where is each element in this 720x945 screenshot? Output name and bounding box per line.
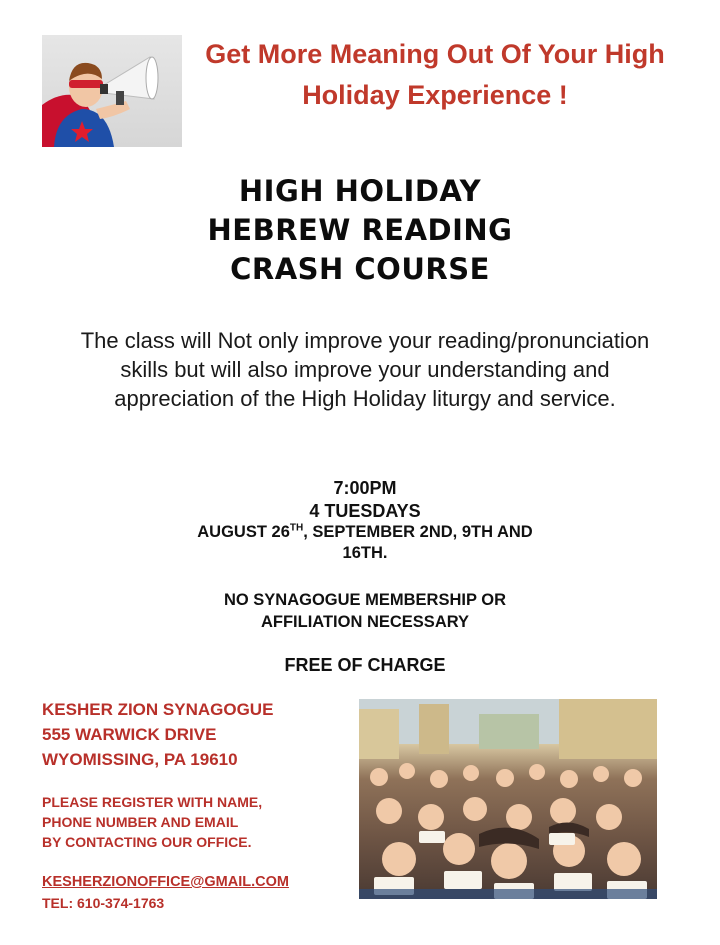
register-line-2: PHONE NUMBER AND EMAIL xyxy=(42,814,239,830)
congregation-photo xyxy=(359,699,657,899)
dates-start: AUGUST 26 xyxy=(197,523,290,541)
membership-line-2: AFFILIATION NECESSARY xyxy=(260,613,470,631)
synagogue-name: KESHER ZION SYNAGOGUE xyxy=(42,700,274,719)
phone-number: TEL: 610-374-1763 xyxy=(42,895,165,911)
synagogue-address xyxy=(42,697,273,772)
dates-rest: , SEPTEMBER 2ND, 9TH AND xyxy=(303,523,533,541)
register-line-1: PLEASE REGISTER WITH NAME, xyxy=(42,794,263,810)
course-description: The class will Not only improve your reading/pronunciation skills but will also improve your understanding and appreciation of the High Holiday liturgy and service. xyxy=(80,328,650,411)
email-link[interactable]: KESHERZIONOFFICE@GMAIL.COM xyxy=(42,874,289,890)
course-title-line-2: HEBREW READING xyxy=(207,213,513,247)
course-title xyxy=(60,172,660,289)
membership-note xyxy=(110,589,620,633)
session-count: 4 TUESDAYS xyxy=(309,501,421,521)
dates-line-2: 16TH. xyxy=(342,544,388,562)
superhero-megaphone-photo xyxy=(42,35,182,147)
price-note: FREE OF CHARGE xyxy=(284,655,446,675)
registration-instructions xyxy=(42,792,262,852)
street-address: 555 WARWICK DRIVE xyxy=(42,725,217,744)
city-address: WYOMISSING, PA 19610 xyxy=(42,750,238,769)
register-line-3: BY CONTACTING OUR OFFICE. xyxy=(42,834,252,850)
course-title-line-3: CRASH COURSE xyxy=(230,252,490,286)
course-title-line-1: HIGH HOLIDAY xyxy=(238,174,482,208)
membership-line-1: NO SYNAGOGUE MEMBERSHIP OR xyxy=(223,591,507,609)
dates-ordinal: TH xyxy=(289,522,304,534)
tagline-heading: Get More Meaning Out Of Your High Holiday Experience ! xyxy=(205,39,665,110)
class-time: 7:00PM xyxy=(333,478,397,498)
class-dates xyxy=(110,522,620,564)
